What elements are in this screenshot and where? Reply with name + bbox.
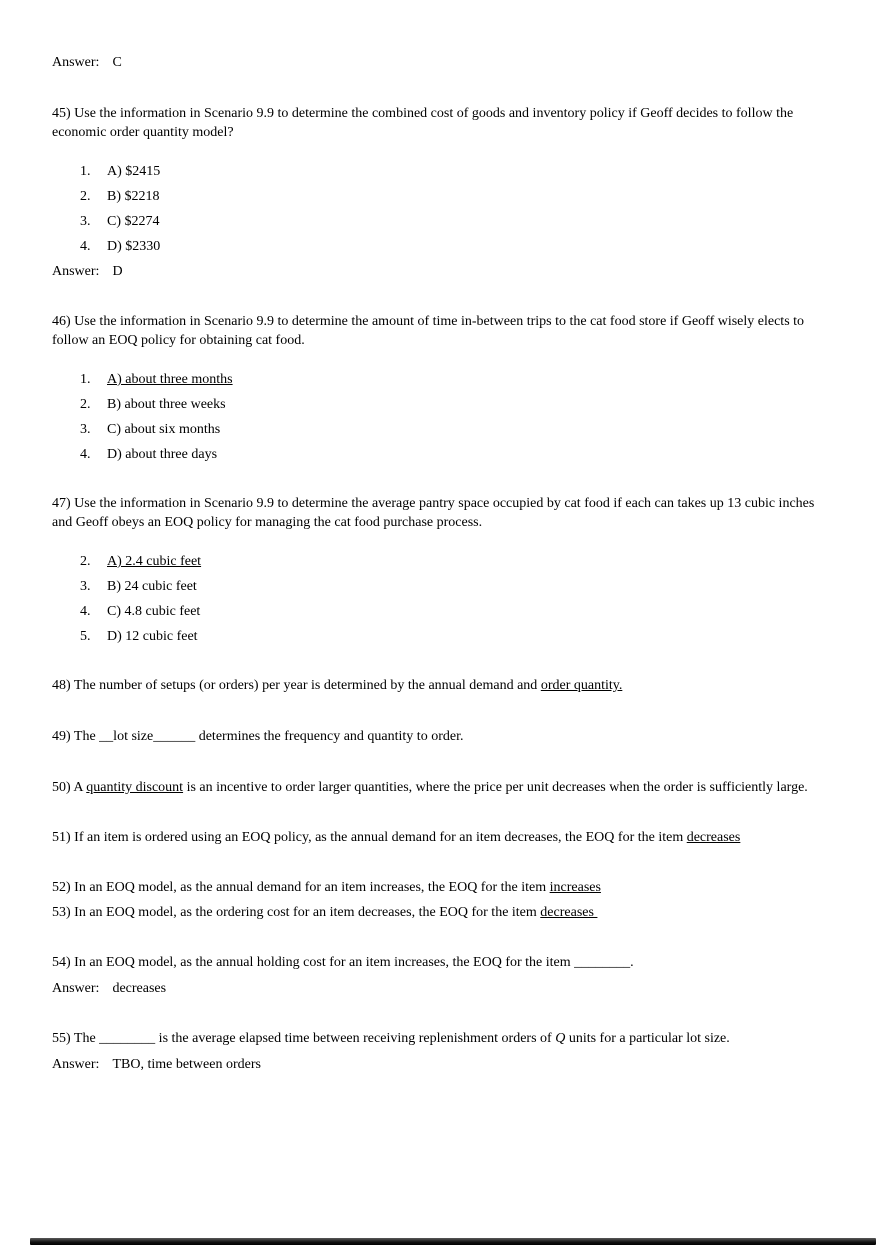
question-46-text: 46) Use the information in Scenario 9.9 to determine the amount of time in-between trips to the cat food store if Geoff wisely elects to follow an EOQ policy for obtaining cat food. <box>52 314 805 348</box>
underlined-text: decreases <box>540 905 598 920</box>
question-54-text: 54) In an EOQ model, as the annual holding cost for an item increases, the EOQ for the item ________. <box>52 955 634 970</box>
question-53-text <box>52 903 828 922</box>
answer-label: Answer: <box>52 55 100 70</box>
question-51-text <box>52 828 828 847</box>
question-text: 51) If an item is ordered using an EOQ policy, as the annual demand for an item decreases, the EOQ for the item <box>52 830 687 845</box>
option-text: D) about three days <box>107 447 218 462</box>
question-47-text: 47) Use the information in Scenario 9.9 to determine the average pantry space occupied by cat food if each can takes up 13 cubic inches and Geoff obeys an EOQ policy for managing the cat food purchase process. <box>52 496 815 530</box>
question-text: 55) The ________ is the average elapsed time between receiving replenishment orders of <box>52 1031 556 1046</box>
option-text: B) about three weeks <box>107 397 226 412</box>
answer-value: TBO, time between orders <box>112 1057 261 1072</box>
answer-line-55 <box>52 1055 828 1074</box>
options-list-47 <box>52 552 828 646</box>
underlined-text: increases <box>549 880 601 895</box>
option-row <box>52 162 828 181</box>
option-row <box>52 445 828 464</box>
option-row <box>52 552 828 571</box>
option-number: 1. <box>80 372 91 387</box>
answer-line-top <box>52 53 828 72</box>
question-50-text <box>52 778 828 797</box>
answer-label: Answer: <box>52 1057 100 1072</box>
question-text: 53) In an EOQ model, as the ordering cost for an item decreases, the EOQ for the item <box>52 905 541 920</box>
option-row <box>52 212 828 231</box>
option-number: 4. <box>80 239 91 254</box>
option-row <box>52 370 828 389</box>
question-text: units for a particular lot size. <box>565 1031 730 1046</box>
option-row <box>52 602 828 621</box>
underlined-text: order quantity. <box>540 678 623 693</box>
option-text: A) $2415 <box>107 164 161 179</box>
option-number: 3. <box>80 579 91 594</box>
option-text: A) 2.4 cubic feet <box>107 554 202 569</box>
answer-line-54 <box>52 979 828 998</box>
option-number: 3. <box>80 214 91 229</box>
answer-label: Answer: <box>52 981 100 996</box>
option-text: B) $2218 <box>107 189 160 204</box>
option-number: 2. <box>80 554 91 569</box>
option-number: 3. <box>80 422 91 437</box>
option-row <box>52 237 828 256</box>
option-text: C) $2274 <box>107 214 160 229</box>
italic-variable: Q <box>555 1031 566 1046</box>
options-list-46 <box>52 370 828 464</box>
answer-label: Answer: <box>52 264 100 279</box>
question-text: 48) The number of setups (or orders) per year is determined by the annual demand and <box>52 678 541 693</box>
question-text: is an incentive to order larger quantities, where the price per unit decreases when the order is sufficiently large. <box>183 780 808 795</box>
option-text: C) 4.8 cubic feet <box>107 604 201 619</box>
underlined-text: quantity discount <box>86 780 184 795</box>
question-45-text: 45) Use the information in Scenario 9.9 to determine the combined cost of goods and inventory policy if Geoff decides to follow the economic order quantity model? <box>52 106 794 140</box>
option-text: D) 12 cubic feet <box>107 629 198 644</box>
document-page <box>52 53 828 1074</box>
option-row <box>52 420 828 439</box>
option-row <box>52 577 828 596</box>
question-52-text <box>52 878 828 897</box>
option-row <box>52 627 828 646</box>
question-49-text: 49) The __lot size______ determines the frequency and quantity to order. <box>52 729 464 744</box>
answer-line-45 <box>52 262 828 281</box>
page-bottom-edge <box>30 1238 876 1245</box>
options-list-45 <box>52 162 828 256</box>
question-48-text <box>52 676 828 695</box>
underlined-text: decreases <box>686 830 741 845</box>
question-text: 50) A <box>52 780 87 795</box>
option-number: 2. <box>80 189 91 204</box>
answer-value: C <box>112 55 122 70</box>
option-number: 1. <box>80 164 91 179</box>
option-text: C) about six months <box>107 422 221 437</box>
question-55-text <box>52 1029 828 1048</box>
option-text: D) $2330 <box>107 239 161 254</box>
option-text: B) 24 cubic feet <box>107 579 197 594</box>
option-number: 4. <box>80 604 91 619</box>
question-text: 52) In an EOQ model, as the annual demand for an item increases, the EOQ for the item <box>52 880 550 895</box>
option-number: 2. <box>80 397 91 412</box>
option-number: 5. <box>80 629 91 644</box>
option-row <box>52 187 828 206</box>
option-row <box>52 395 828 414</box>
option-text: A) about three months <box>107 372 233 387</box>
answer-value: D <box>112 264 123 279</box>
option-number: 4. <box>80 447 91 462</box>
answer-value: decreases <box>112 981 167 996</box>
